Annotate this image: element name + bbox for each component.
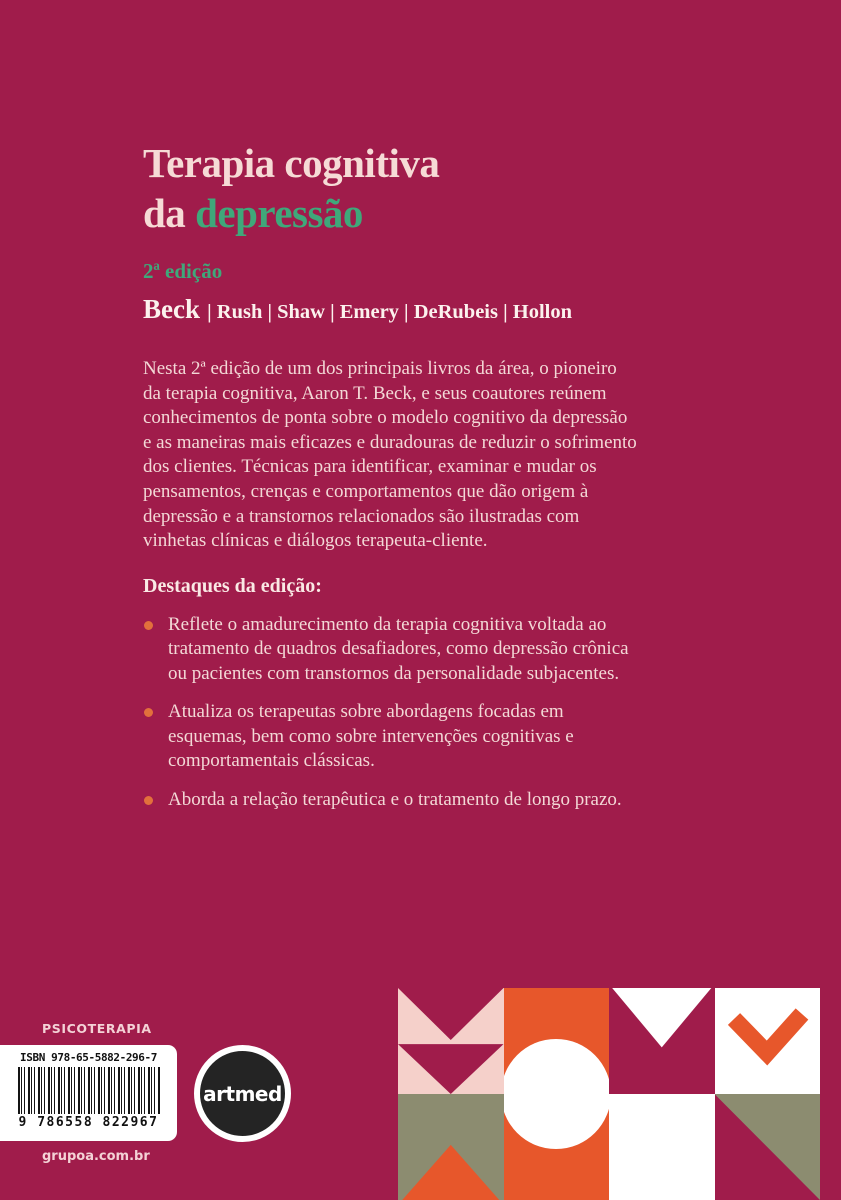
highlight-line: Atualiza os terapeutas sobre abordagens focadas em [168,701,564,723]
checkmark-icon [715,988,821,1094]
description-line: e as maneiras mais eficazes e duradouras de reduzir o sofrimento [143,431,637,453]
bullet-dot-icon [144,708,153,717]
pattern-tile-check [715,988,821,1094]
highlight-line: Reflete o amadurecimento da terapia cognitiva voltada ao [168,613,607,635]
highlight-item [143,700,688,774]
author-lead: Beck [143,294,200,324]
down-triangle-shape [609,988,715,1094]
edition-label: 2ª edição [143,259,223,283]
description-line: dos clientes. Técnicas para identificar, examinar e mudar os [143,456,597,478]
circle-shape [504,1039,610,1149]
description-line: conhecimentos de ponta sobre o modelo cognitivo da depressão [143,407,628,429]
highlight-line: Aborda a relação terapêutica e o tratamento de longo prazo. [168,788,622,810]
bullet-dot-icon [144,796,153,805]
pattern-tile-orange-column [504,988,610,1200]
publisher-logo-label: artmed [203,1081,282,1106]
description-line: Nesta 2ª edição de um dos principais livros da área, o pioneiro [143,358,617,379]
title-line2-prefix: da [143,190,196,236]
barcode-bars-icon [18,1067,160,1114]
description-line: da terapia cognitiva, Aaron T. Beck, e seus coautores reúnem [143,382,607,404]
highlight-line: esquemas, bem como sobre intervenções cognitivas e [168,725,574,747]
isbn-digits: 9 786558 822967 [18,1115,159,1130]
isbn-label: ISBN 978-65-5882-296-7 [20,1051,157,1064]
highlight-line: tratamento de quadros desafiadores, como depressão crônica [168,638,629,660]
publisher-logo [194,1045,291,1142]
title-line1: Terapia cognitiva [143,140,440,186]
highlights-heading: Destaques da edição: [143,574,322,597]
highlight-item [143,788,688,813]
authors-line [143,292,688,329]
highlight-line: ou pacientes com transtornos da personalidade subjacentes. [168,662,620,684]
pattern-tile-envelope [609,988,715,1094]
description-line: vinhetas clínicas e diálogos terapeuta-cliente. [143,530,488,552]
highlight-line: comportamentais clássicas. [168,750,375,772]
website-label: grupoa.com.br [42,1149,150,1164]
title-line2-highlight: depressão [195,190,363,236]
book-title [143,138,688,238]
highlights-list [143,613,688,813]
pattern-tile-double-triangles [398,988,504,1094]
author-rest: | Rush | Shaw | Emery | DeRubeis | Hollon [207,301,572,323]
description-line: pensamentos, crenças e comportamentos que dão origem à [143,480,589,502]
category-label: PSICOTERAPIA [42,1021,152,1036]
pattern-tile-olive-uptriangle [398,1094,504,1200]
bullet-dot-icon [144,621,153,630]
isbn-barcode [0,1045,177,1141]
description-line: depressão e a transtornos relacionados são ilustradas com [143,505,580,527]
geometric-pattern [398,988,820,1200]
up-triangle-shape [398,1094,504,1200]
highlight-item [143,613,688,687]
main-text-column [143,138,688,826]
diagonal-triangle-shape [715,1094,821,1200]
pattern-tile-white [609,1094,715,1200]
pattern-tile-diagonal [715,1094,821,1200]
book-description [143,357,688,554]
